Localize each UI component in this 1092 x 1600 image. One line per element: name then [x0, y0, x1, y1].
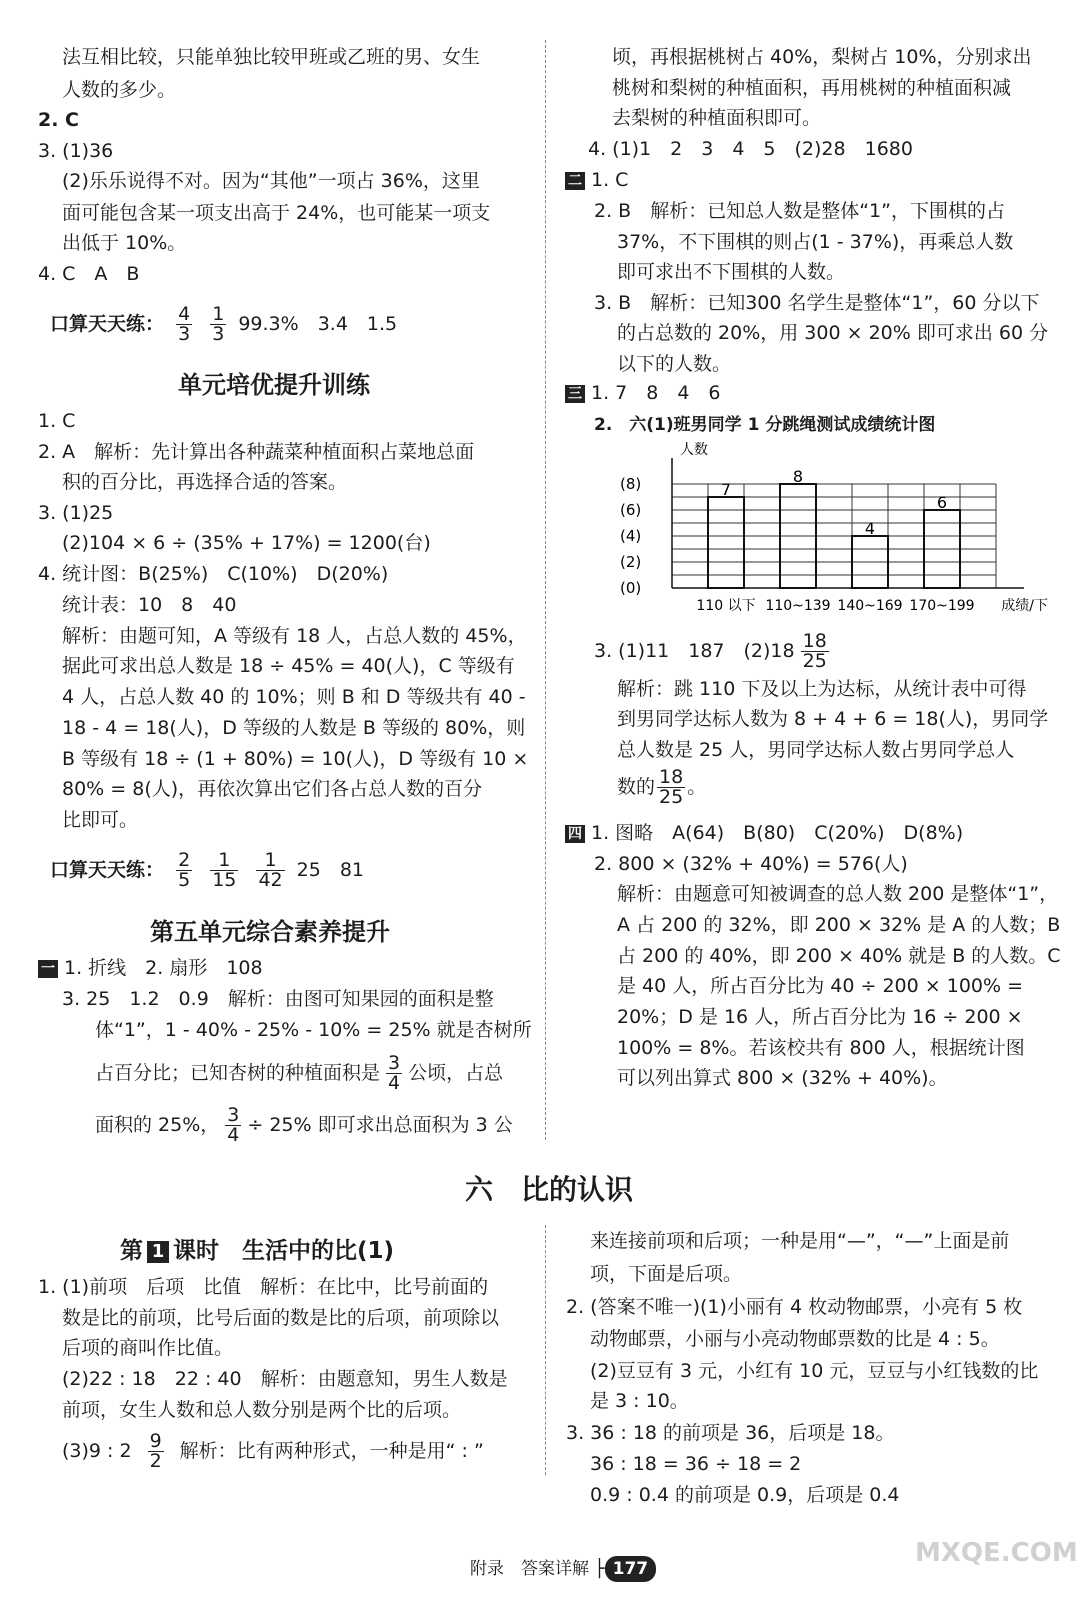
y-tick-label: (8) — [620, 475, 642, 493]
text-line: 4 人，占总人数 40 的 10%；则 B 和 D 等级共有 40 - — [62, 686, 526, 708]
section-mark-one: 一 — [38, 960, 58, 978]
text-line: B 等级有 18 ÷ (1 + 80%) = 10(人)，D 等级有 10 × — [62, 748, 529, 770]
x-tick-label: 170~199 — [909, 598, 975, 614]
fraction: $\frac{9}{2}$ — [149, 1430, 162, 1472]
text-line: 出低于 10%。 — [62, 232, 187, 254]
answer-line: 四 1. 图略 A(64) B(80) C(20%) D(8%) — [565, 820, 963, 846]
text-line: 数的 $\frac{18}{25}$ 。 — [617, 766, 707, 808]
text-line: 以下的人数。 — [617, 353, 732, 375]
data-label: 8 — [792, 467, 804, 486]
text-line: 项，下面是后项。 — [590, 1263, 743, 1285]
text-line: 0.9 : 0.4 的前项是 0.9，后项是 0.4 — [590, 1484, 900, 1506]
chapter-title: 六 比的认识 — [465, 1173, 634, 1206]
answer-line: 1. (1)前项 后项 比值 解析：在比中，比号前面的 — [38, 1276, 489, 1298]
fraction: $\frac{1}{15}$ — [212, 849, 237, 891]
answer-line: 4. (1)1 2 3 4 5 (2)28 1680 — [588, 138, 913, 160]
lesson-number: 1 — [147, 1241, 169, 1263]
oral-label: 口算天天练： — [50, 313, 165, 335]
answer-line: 3. 36 : 18 的前项是 36，后项是 18。 — [566, 1422, 895, 1444]
text-line: 3. 25 1.2 0.9 解析：由图可知果园的面积是整 — [62, 988, 494, 1010]
text-line: 来连接前项和后项；一种是用“—”，“—”上面是前 — [590, 1230, 1010, 1252]
fraction: $\frac{1}{3}$ — [212, 303, 225, 345]
answer-line: 2. B 解析：已知总人数是整体“1”，下围棋的占 — [594, 200, 1005, 222]
oral-practice-2 — [50, 850, 364, 890]
data-label: 4 — [864, 519, 876, 538]
text-line: 比即可。 — [62, 809, 139, 831]
text-line: 37%，不下围棋的则占(1 - 37%)，再乘总人数 — [617, 231, 1014, 253]
watermark: MXQE.COM — [915, 1538, 1078, 1568]
bar-chart — [610, 438, 1050, 616]
data-label: 7 — [720, 480, 732, 499]
text-line: 面可能包含某一项支出高于 24%，也可能某一项支 — [62, 202, 491, 224]
text-line: 36 : 18 = 36 ÷ 18 = 2 — [590, 1453, 802, 1475]
text-line: 前项，女生人数和总人数分别是两个比的后项。 — [62, 1399, 462, 1421]
answer-line: 2. 800 × (32% + 40%) = 576(人) — [594, 853, 908, 875]
text-line: 顷，再根据桃树占 40%，梨树占 10%，分别求出 — [612, 46, 1032, 68]
text-line: 解析：跳 110 下及以上为达标，从统计表中可得 — [617, 678, 1027, 700]
text-line: (2)乐乐说得不对。因为“其他”一项占 36%，这里 — [62, 170, 480, 192]
page-number: 177 — [605, 1556, 657, 1582]
text-line: 占百分比；已知杏树的种植面积是 $\frac{3}{4}$ 公顷，占总 — [95, 1052, 504, 1094]
y-tick-label: (6) — [620, 501, 642, 519]
fraction: $\frac{4}{3}$ — [178, 303, 191, 345]
text-line: 后项的商叫作比值。 — [62, 1337, 234, 1359]
answer-line: 2. C — [38, 109, 79, 131]
text-line: 解析：由题意可知被调查的总人数 200 是整体“1”， — [617, 883, 1059, 905]
text-line: 据此可求出总人数是 18 ÷ 45% = 40(人)，C 等级有 — [62, 655, 515, 677]
text-line: 面积的 25%， $\frac{3}{4}$ ÷ 25% 即可求出总面积为 3 公 — [95, 1104, 513, 1146]
text-line: 的占总数的 20%，用 300 × 20% 即可求出 60 分 — [617, 322, 1049, 344]
text-line: (2)豆豆有 3 元，小红有 10 元，豆豆与小红钱数的比 — [590, 1360, 1039, 1382]
column-divider — [545, 1225, 546, 1475]
text-line: 总人数是 25 人，男同学达标人数占男同学总人 — [617, 739, 1015, 761]
text-line: 统计表：10 8 40 — [62, 594, 237, 616]
text-line: A 占 200 的 32%，即 200 × 32% 是 A 的人数；B — [617, 914, 1061, 936]
fraction: $\frac{1}{42}$ — [258, 849, 283, 891]
text-line: 是 40 人，所占百分比为 40 ÷ 200 × 100% = — [617, 975, 1024, 997]
chart-title-line: 2. 六(1)班男同学 1 分跳绳测试成绩统计图 — [594, 415, 936, 435]
y-tick-label: (0) — [620, 579, 642, 597]
text-line: 动物邮票，小丽与小亮动物邮票数的比是 4 : 5。 — [590, 1328, 1000, 1350]
fraction: $\frac{18}{25}$ — [659, 766, 684, 808]
answer-line: 3. (1)36 — [38, 140, 114, 162]
fraction: $\frac{3}{4}$ — [227, 1104, 240, 1146]
oral-label: 口算天天练： — [50, 859, 165, 881]
fraction: $\frac{18}{25}$ — [802, 630, 827, 672]
text-line: 桃树和梨树的种植面积，再用桃树的种植面积减 — [612, 77, 1012, 99]
text-line: 是 3 : 10。 — [590, 1390, 689, 1412]
answer-line: 一 1. 折线 2. 扇形 108 — [38, 955, 263, 981]
column-divider — [545, 40, 546, 1140]
answer-line: 二 1. C — [565, 167, 628, 193]
text-line: 数是比的前项，比号后面的数是比的后项，前项除以 — [62, 1307, 500, 1329]
section-mark-two: 二 — [565, 172, 585, 190]
x-tick-label: 110 以下 — [696, 598, 756, 614]
text-line: 积的百分比，再选择合适的答案。 — [62, 471, 348, 493]
x-tick-label: 140~169 — [837, 598, 903, 614]
y-axis-label: 人数 — [680, 442, 708, 458]
text-line: 即可求出不下围棋的人数。 — [617, 261, 846, 283]
oral-values: 99.3% 3.4 1.5 — [238, 313, 398, 335]
answer-line: 3. (1)25 — [38, 502, 114, 524]
answer-line: 3. B 解析：已知300 名学生是整体“1”，60 分以下 — [594, 292, 1040, 314]
x-axis-label: 成绩/下 — [1001, 598, 1048, 614]
text-line: 解析：由题可知，A 等级有 18 人，占总人数的 45%， — [62, 625, 527, 647]
oral-practice-1 — [50, 305, 397, 344]
answer-line: 3. (1)11 187 (2)18 $\frac{18}{25}$ — [594, 630, 827, 672]
text-line: 100% = 8%。若该校共有 800 人，根据统计图 — [617, 1037, 1025, 1059]
answer-line: 4. C A B — [38, 263, 140, 285]
page-footer: 附录 答案详解 ├ 177 — [470, 1556, 656, 1582]
text-line: 到男同学达标人数为 8 + 4 + 6 = 18(人)，男同学 — [617, 708, 1049, 730]
section-mark-three: 三 — [565, 385, 585, 403]
x-tick-label: 110~139 — [765, 598, 831, 614]
y-tick-label: (2) — [620, 553, 642, 571]
text-line: 占 200 的 40%，即 200 × 40% 就是 B 的人数。C — [617, 945, 1061, 967]
section-mark-four: 四 — [565, 825, 585, 843]
section-heading: 第五单元综合素养提升 — [150, 918, 390, 946]
text-line: (2)104 × 6 ÷ (35% + 17%) = 1200(台) — [62, 532, 431, 554]
answer-line: 2. (答案不唯一)(1)小丽有 4 枚动物邮票，小亮有 5 枚 — [566, 1296, 1023, 1318]
text-line: (3)9 : 2 $\frac{9}{2}$ 解析：比有两种形式，一种是用“ : ” — [62, 1430, 484, 1472]
text-line: 人数的多少。 — [62, 79, 177, 101]
oral-values: 25 81 — [296, 859, 365, 881]
lesson-title: 第 1 课时 生活中的比(1) — [120, 1238, 395, 1264]
text-line: 可以列出算式 800 × (32% + 40%)。 — [617, 1067, 948, 1089]
answer-line: 4. 统计图：B(25%) C(10%) D(20%) — [38, 563, 389, 585]
text-line: 20%；D 是 16 人，所占百分比为 16 ÷ 200 × — [617, 1006, 1023, 1028]
bar-1 — [708, 497, 744, 588]
answer-line: 1. C — [38, 410, 76, 432]
text-line: (2)22 : 18 22 : 40 解析：由题意知，男生人数是 — [62, 1368, 508, 1390]
fraction: $\frac{3}{4}$ — [388, 1052, 401, 1094]
y-tick-label: (4) — [620, 527, 642, 545]
answer-line: 2. A 解析：先计算出各种蔬菜种植面积占菜地总面 — [38, 441, 475, 463]
data-label: 6 — [936, 493, 948, 512]
text-line: 80% = 8(人)，再依次算出它们各占总人数的百分 — [62, 778, 483, 800]
text-line: 18 - 4 = 18(人)，D 等级的人数是 B 等级的 80%，则 — [62, 717, 526, 739]
fraction: $\frac{2}{5}$ — [178, 849, 191, 891]
text-line: 法互相比较，只能单独比较甲班或乙班的男、女生 — [62, 46, 481, 68]
text-line: 去梨树的种植面积即可。 — [612, 107, 822, 129]
section-heading: 单元培优提升训练 — [178, 371, 370, 399]
text-line: 体“1”，1 - 40% - 25% - 10% = 25% 就是杏树所 — [95, 1019, 532, 1041]
answer-line: 三 1. 7 8 4 6 — [565, 380, 721, 406]
